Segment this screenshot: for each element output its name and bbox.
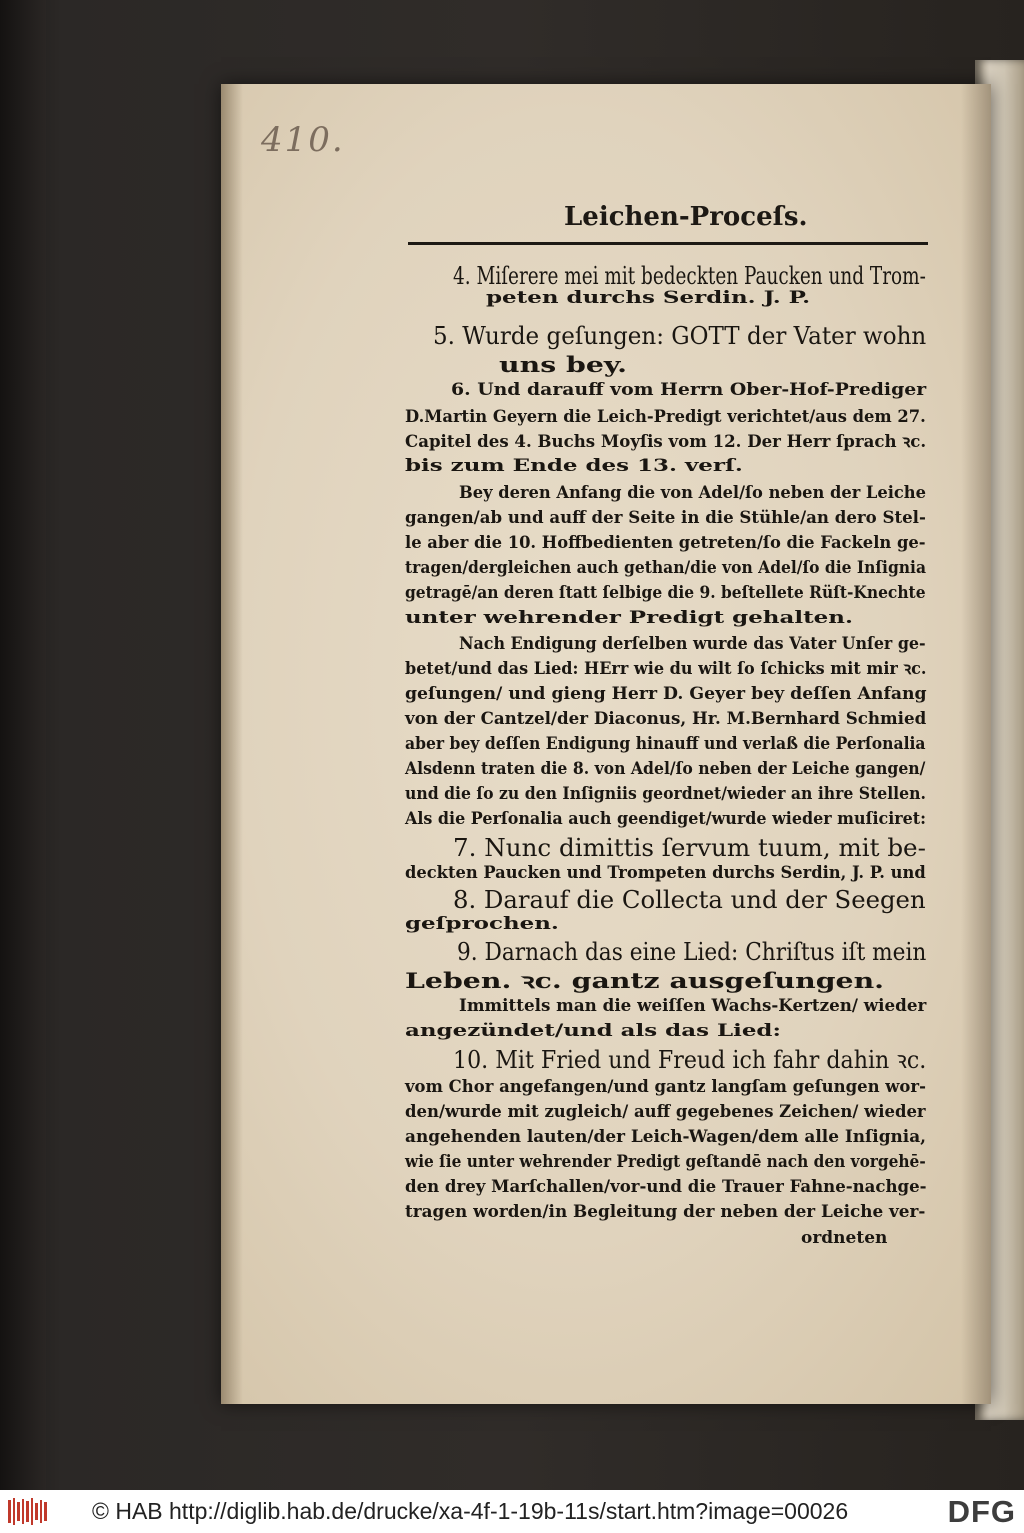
text-line: 6. Und darauff vom Herrn Ober-Hof-Prediger: [451, 380, 927, 400]
text-line: angehenden lauten/der Leich-Wagen/dem alle Inſignia,: [405, 1127, 927, 1147]
text-line: unter wehrender Predigt gehalten.: [405, 608, 853, 628]
text-line: Capitel des 4. Buchs Moyſis vom 12. Der Herr ſprach ꝛc.: [405, 432, 927, 452]
text-line: bis zum Ende des 13. verſ.: [405, 456, 743, 476]
handwritten-folio-number: 410.: [261, 120, 345, 160]
text-line: vom Chor angefangen/und gantz langſam geſungen wor-: [405, 1077, 926, 1097]
text-line: geſprochen.: [405, 914, 559, 934]
text-line: 5. Wurde geſungen: GOTT der Vater wohn: [433, 322, 927, 350]
text-line: den drey Marſchallen/vor-und die Trauer Fahne-nachge-: [405, 1177, 927, 1197]
text-line: Bey deren Anfang die von Adel/ſo neben der Leiche: [459, 483, 927, 503]
text-line: Als die Perſonalia auch geendiget/wurde wieder muſiciret:: [405, 809, 927, 829]
running-head: Leichen-Proceſs.: [564, 202, 808, 232]
text-line: Immittels man die weiſſen Wachs-Kertzen/ wieder: [459, 996, 927, 1016]
source-url-text: © HAB http://diglib.hab.de/drucke/xa-4f-1-19b-11s/start.htm?image=00026: [92, 1498, 849, 1524]
text-line: den/wurde mit zugleich/ auff gegebenes Zeichen/ wieder: [405, 1102, 926, 1122]
text-line: wie ſie unter wehrender Predigt geſtandē nach den vorgehē-: [405, 1152, 926, 1172]
text-line: le aber die 10. Hoffbedienten getreten/ſo die Fackeln ge-: [405, 533, 926, 553]
text-line: Leben. ꝛc. gantz ausgeſungen.: [405, 968, 885, 993]
text-line: betet/und das Lied: HErr wie du wilt ſo ſchicks mit mir ꝛc.: [405, 659, 927, 679]
text-line: tragen/dergleichen auch gethan/die von Adel/ſo die Inſignia: [405, 558, 927, 578]
text-line: Alsdenn traten die 8. von Adel/ſo neben der Leiche gangen/: [405, 759, 926, 779]
text-line: peten durchs Serdin. J. P.: [486, 288, 811, 308]
book-spine-shadow: [0, 0, 46, 1490]
text-line: D.Martin Geyern die Leich-Predigt verichtet/aus dem 27.: [405, 407, 926, 427]
text-line: uns bey.: [499, 352, 628, 377]
viewer-footer: [0, 1490, 1024, 1533]
text-line: und die ſo zu den Inſigniis geordnet/wieder an ihre Stellen.: [405, 784, 926, 804]
book-page: [221, 84, 991, 1404]
page-text-block: [221, 84, 991, 1404]
text-line: 10. Mit Fried und Freud ich fahr dahin ꝛc.: [453, 1046, 927, 1074]
text-line: aber bey deſſen Endigung hinauff und verlaß die Perſonalia: [405, 734, 926, 754]
hab-barcode-logo: [8, 1498, 48, 1525]
text-line: angezündet/und als das Lied:: [405, 1021, 781, 1041]
text-line: von der Cantzel/der Diaconus, Hr. M.Bernhard Schmied: [405, 709, 927, 729]
text-line: getragē/an deren ſtatt ſelbige die 9. beſtellete Rüſt-Knechte: [405, 583, 926, 603]
text-line: 9. Darnach das eine Lied: Chriſtus iſt mein: [457, 938, 927, 966]
dfg-logo: DFG: [947, 1494, 1016, 1529]
text-line: ordneten: [801, 1228, 888, 1248]
text-line: 8. Darauf die Collecta und der Seegen: [453, 886, 926, 914]
text-line: deckten Paucken und Trompeten durchs Serdin, J. P. und: [405, 863, 926, 883]
text-line: 4. Miſerere mei mit bedeckten Paucken und Trom-: [453, 262, 926, 290]
text-line: 7. Nunc dimittis ſervum tuum, mit be-: [453, 834, 926, 862]
text-line: tragen worden/in Begleitung der neben der Leiche ver-: [405, 1202, 926, 1222]
text-line: geſungen/ und gieng Herr D. Geyer bey deſſen Anfang: [405, 684, 927, 704]
text-line: Nach Endigung derſelben wurde das Vater Unſer ge-: [459, 634, 926, 654]
text-line: gangen/ab und auff der Seite in die Stühle/an dero Stel-: [405, 508, 926, 528]
